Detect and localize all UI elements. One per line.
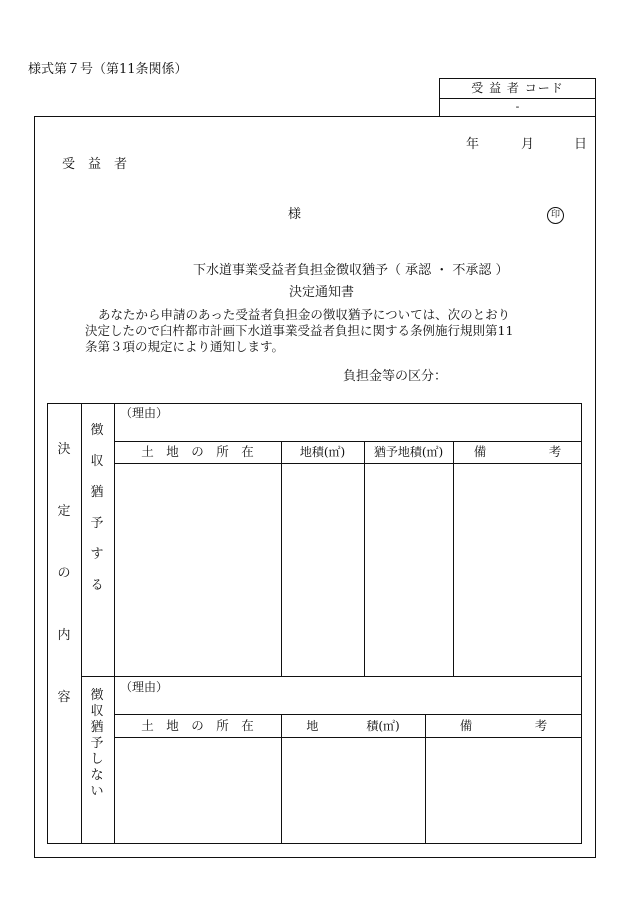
section1-header-divider (114, 463, 582, 464)
section1-label: 徴 収 猶 予 す る (90, 423, 104, 593)
section2-label: 徴 収 猶 予 し な い (90, 688, 104, 799)
body-line-2: 決定したので臼杵都市計画下水道事業受益者負担に関する条例施行規則第11 (85, 323, 514, 338)
section2-reason-label: （理由） (120, 680, 169, 694)
beneficiary-code-box (439, 78, 596, 117)
section-divider (81, 676, 582, 677)
outer-label-column-divider (81, 403, 82, 844)
section1-col-divider-3 (453, 441, 454, 676)
form-id: 様式第７号（第11条関係） (28, 62, 188, 77)
section2-col-divider-1 (281, 714, 282, 844)
body-line-3: 条第３項の規定により通知します。 (85, 339, 285, 354)
section2-reason-divider (114, 714, 582, 715)
section2-col-divider-2 (425, 714, 426, 844)
seal-text: 印 (550, 210, 560, 220)
section2-header-location: 土 地 の 所 在 (141, 718, 254, 733)
classification-label: 負担金等の区分： (343, 369, 448, 384)
decision-table (47, 403, 582, 844)
date-day: 日 (574, 137, 588, 152)
section1-reason-label: （理由） (120, 406, 169, 420)
section1-col-divider-2 (364, 441, 365, 676)
outer-label-decision-content: 決 定 の 内 容 (57, 442, 71, 705)
section1-reason-divider (114, 441, 582, 442)
section1-col-divider-1 (281, 441, 282, 676)
section1-header-remarks: 備 考 (473, 444, 562, 459)
beneficiary-code-label: 受 益 者 コード (471, 81, 564, 95)
recipient-label: 受 益 者 (62, 157, 128, 172)
section2-header-area: 地 積(㎡) (306, 719, 400, 733)
date-year: 年 (466, 137, 480, 152)
section2-header-divider (114, 737, 582, 738)
section2-header-remarks: 備 考 (459, 718, 548, 733)
body-line-1: あなたから申請のあった受益者負担金の徴収猶予については、次のとおり (98, 307, 511, 322)
section-label-column-divider (114, 403, 115, 844)
document-title-line1: 下水道事業受益者負担金徴収猶予（ 承認 ・ 不承認 ） (193, 263, 509, 278)
section1-header-area: 地積(㎡) (299, 445, 346, 459)
beneficiary-code-value: - (515, 100, 520, 113)
seal-mark (547, 207, 564, 224)
section1-header-location: 土 地 の 所 在 (141, 444, 254, 459)
sama-label: 様 (288, 207, 302, 222)
document-title-line2: 決定通知書 (289, 285, 355, 300)
code-box-divider (440, 98, 595, 99)
section1-header-deferred-area: 猶予地積(㎡) (373, 445, 444, 459)
date-month: 月 (521, 137, 535, 152)
